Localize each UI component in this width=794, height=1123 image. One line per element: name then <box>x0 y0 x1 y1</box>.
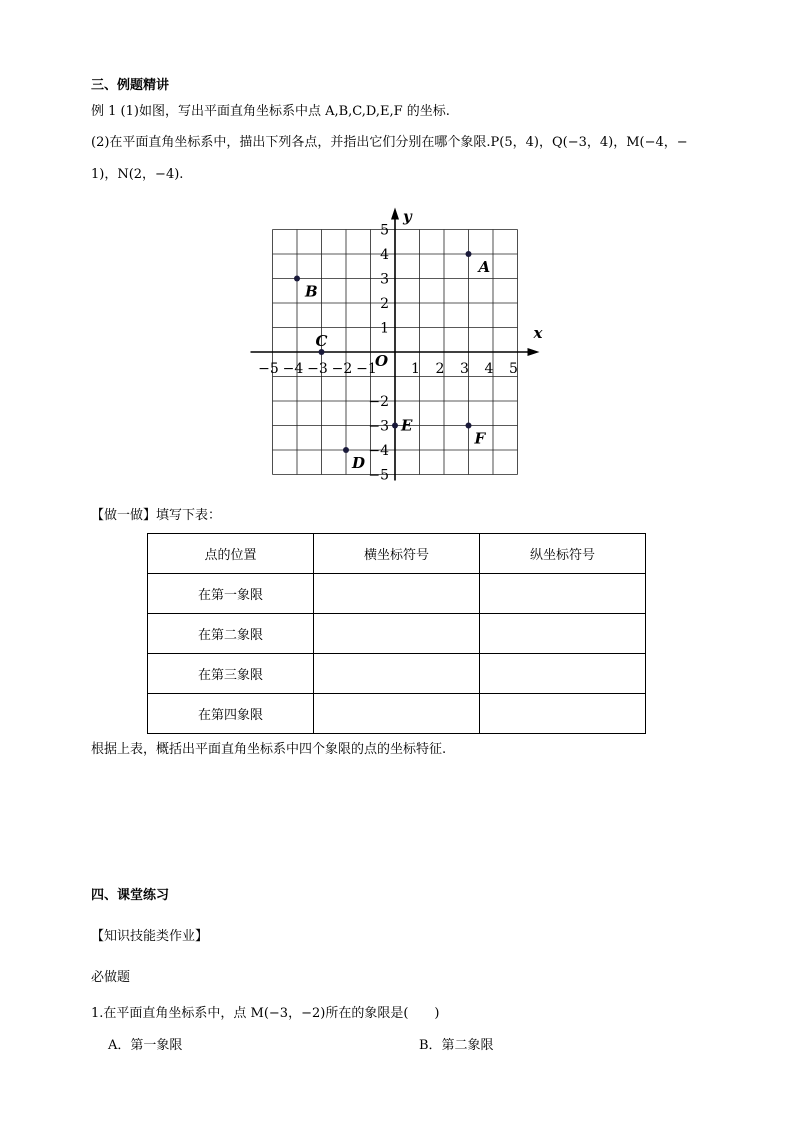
table-row <box>148 694 646 734</box>
header-y-sign: 纵坐标符号 <box>480 534 646 574</box>
example-line-2: (2)在平面直角坐标系中，描出下列各点，并指出它们分别在哪个象限.P(5，4)，Q(−3，4)，M(−4，− <box>91 135 688 150</box>
y-tick-label: −3 <box>368 418 389 435</box>
x-tick-label: 2 <box>435 361 445 377</box>
y-tick-label: 2 <box>380 296 389 312</box>
y-tick-label: −4 <box>368 443 389 459</box>
y-sign-cell[interactable] <box>480 574 646 614</box>
required-label: 必做题 <box>91 970 131 985</box>
coordinate-plane <box>240 195 550 495</box>
point-label: C <box>315 332 328 350</box>
y-sign-cell[interactable] <box>480 654 646 694</box>
row-label: 在第四象限 <box>148 694 314 734</box>
x-tick-label: −4 <box>282 361 304 377</box>
y-axis-label: y <box>403 207 412 226</box>
row-label: 在第三象限 <box>148 654 314 694</box>
origin-label: O <box>375 352 389 370</box>
y-tick-label: 3 <box>380 271 389 288</box>
header-position: 点的位置 <box>148 534 314 574</box>
point-label: A <box>478 258 491 276</box>
activity-prompt: 【做一做】填写下表： <box>91 508 222 523</box>
quadrant-table <box>147 533 646 734</box>
row-label: 在第一象限 <box>148 574 314 614</box>
x-tick-label: 3 <box>460 361 469 377</box>
point-marker <box>466 423 472 429</box>
homework-category: 【知识技能类作业】 <box>91 929 209 944</box>
x-sign-cell[interactable] <box>314 574 480 614</box>
x-tick-label: −1 <box>356 361 377 377</box>
example-line-1: 例 1 (1)如图，写出平面直角坐标系中点 A,B,C,D,E,F 的坐标. <box>91 104 450 119</box>
x-tick-label: −3 <box>307 361 328 377</box>
table-header-row <box>148 534 646 574</box>
example-line-3: 1)，N(2，−4). <box>91 167 184 182</box>
x-sign-cell[interactable] <box>314 654 480 694</box>
point-label: B <box>305 282 318 301</box>
point-label: F <box>474 429 486 448</box>
x-axis-arrow <box>528 348 540 356</box>
row-label: 在第二象限 <box>148 614 314 654</box>
y-sign-cell[interactable] <box>480 694 646 734</box>
x-tick-label: 5 <box>509 361 518 377</box>
x-tick-label: 4 <box>484 361 494 377</box>
table-row <box>148 654 646 694</box>
table-row <box>148 614 646 654</box>
x-axis-label: x <box>533 324 543 342</box>
x-sign-cell[interactable] <box>314 694 480 734</box>
header-x-sign: 横坐标符号 <box>314 534 480 574</box>
y-axis-arrow <box>391 208 399 220</box>
point-marker <box>466 251 472 257</box>
option-b[interactable]: B．第二象限 <box>419 1038 494 1053</box>
y-tick-label: 1 <box>380 320 389 337</box>
y-tick-label: −2 <box>368 394 389 410</box>
option-a[interactable]: A．第一象限 <box>108 1038 183 1053</box>
y-tick-label: 5 <box>380 222 389 239</box>
x-tick-label: 1 <box>411 361 420 377</box>
summary-text: 根据上表，概括出平面直角坐标系中四个象限的点的坐标特征. <box>91 742 447 757</box>
point-marker <box>392 423 398 429</box>
y-sign-cell[interactable] <box>480 614 646 654</box>
x-tick-label: −5 <box>258 361 279 377</box>
table-row <box>148 574 646 614</box>
y-tick-label: 4 <box>380 247 389 263</box>
point-label: D <box>352 454 366 472</box>
section-heading-practice: 四、课堂练习 <box>91 888 170 903</box>
point-marker <box>294 276 300 282</box>
x-tick-label: −2 <box>331 361 353 377</box>
x-sign-cell[interactable] <box>314 614 480 654</box>
section-heading: 三、例题精讲 <box>91 78 170 93</box>
question-1: 1.在平面直角坐标系中，点 M(−3，−2)所在的象限是( ) <box>91 1006 440 1021</box>
point-marker <box>343 447 349 453</box>
y-tick-label: −5 <box>368 467 389 484</box>
point-label: E <box>401 416 413 435</box>
